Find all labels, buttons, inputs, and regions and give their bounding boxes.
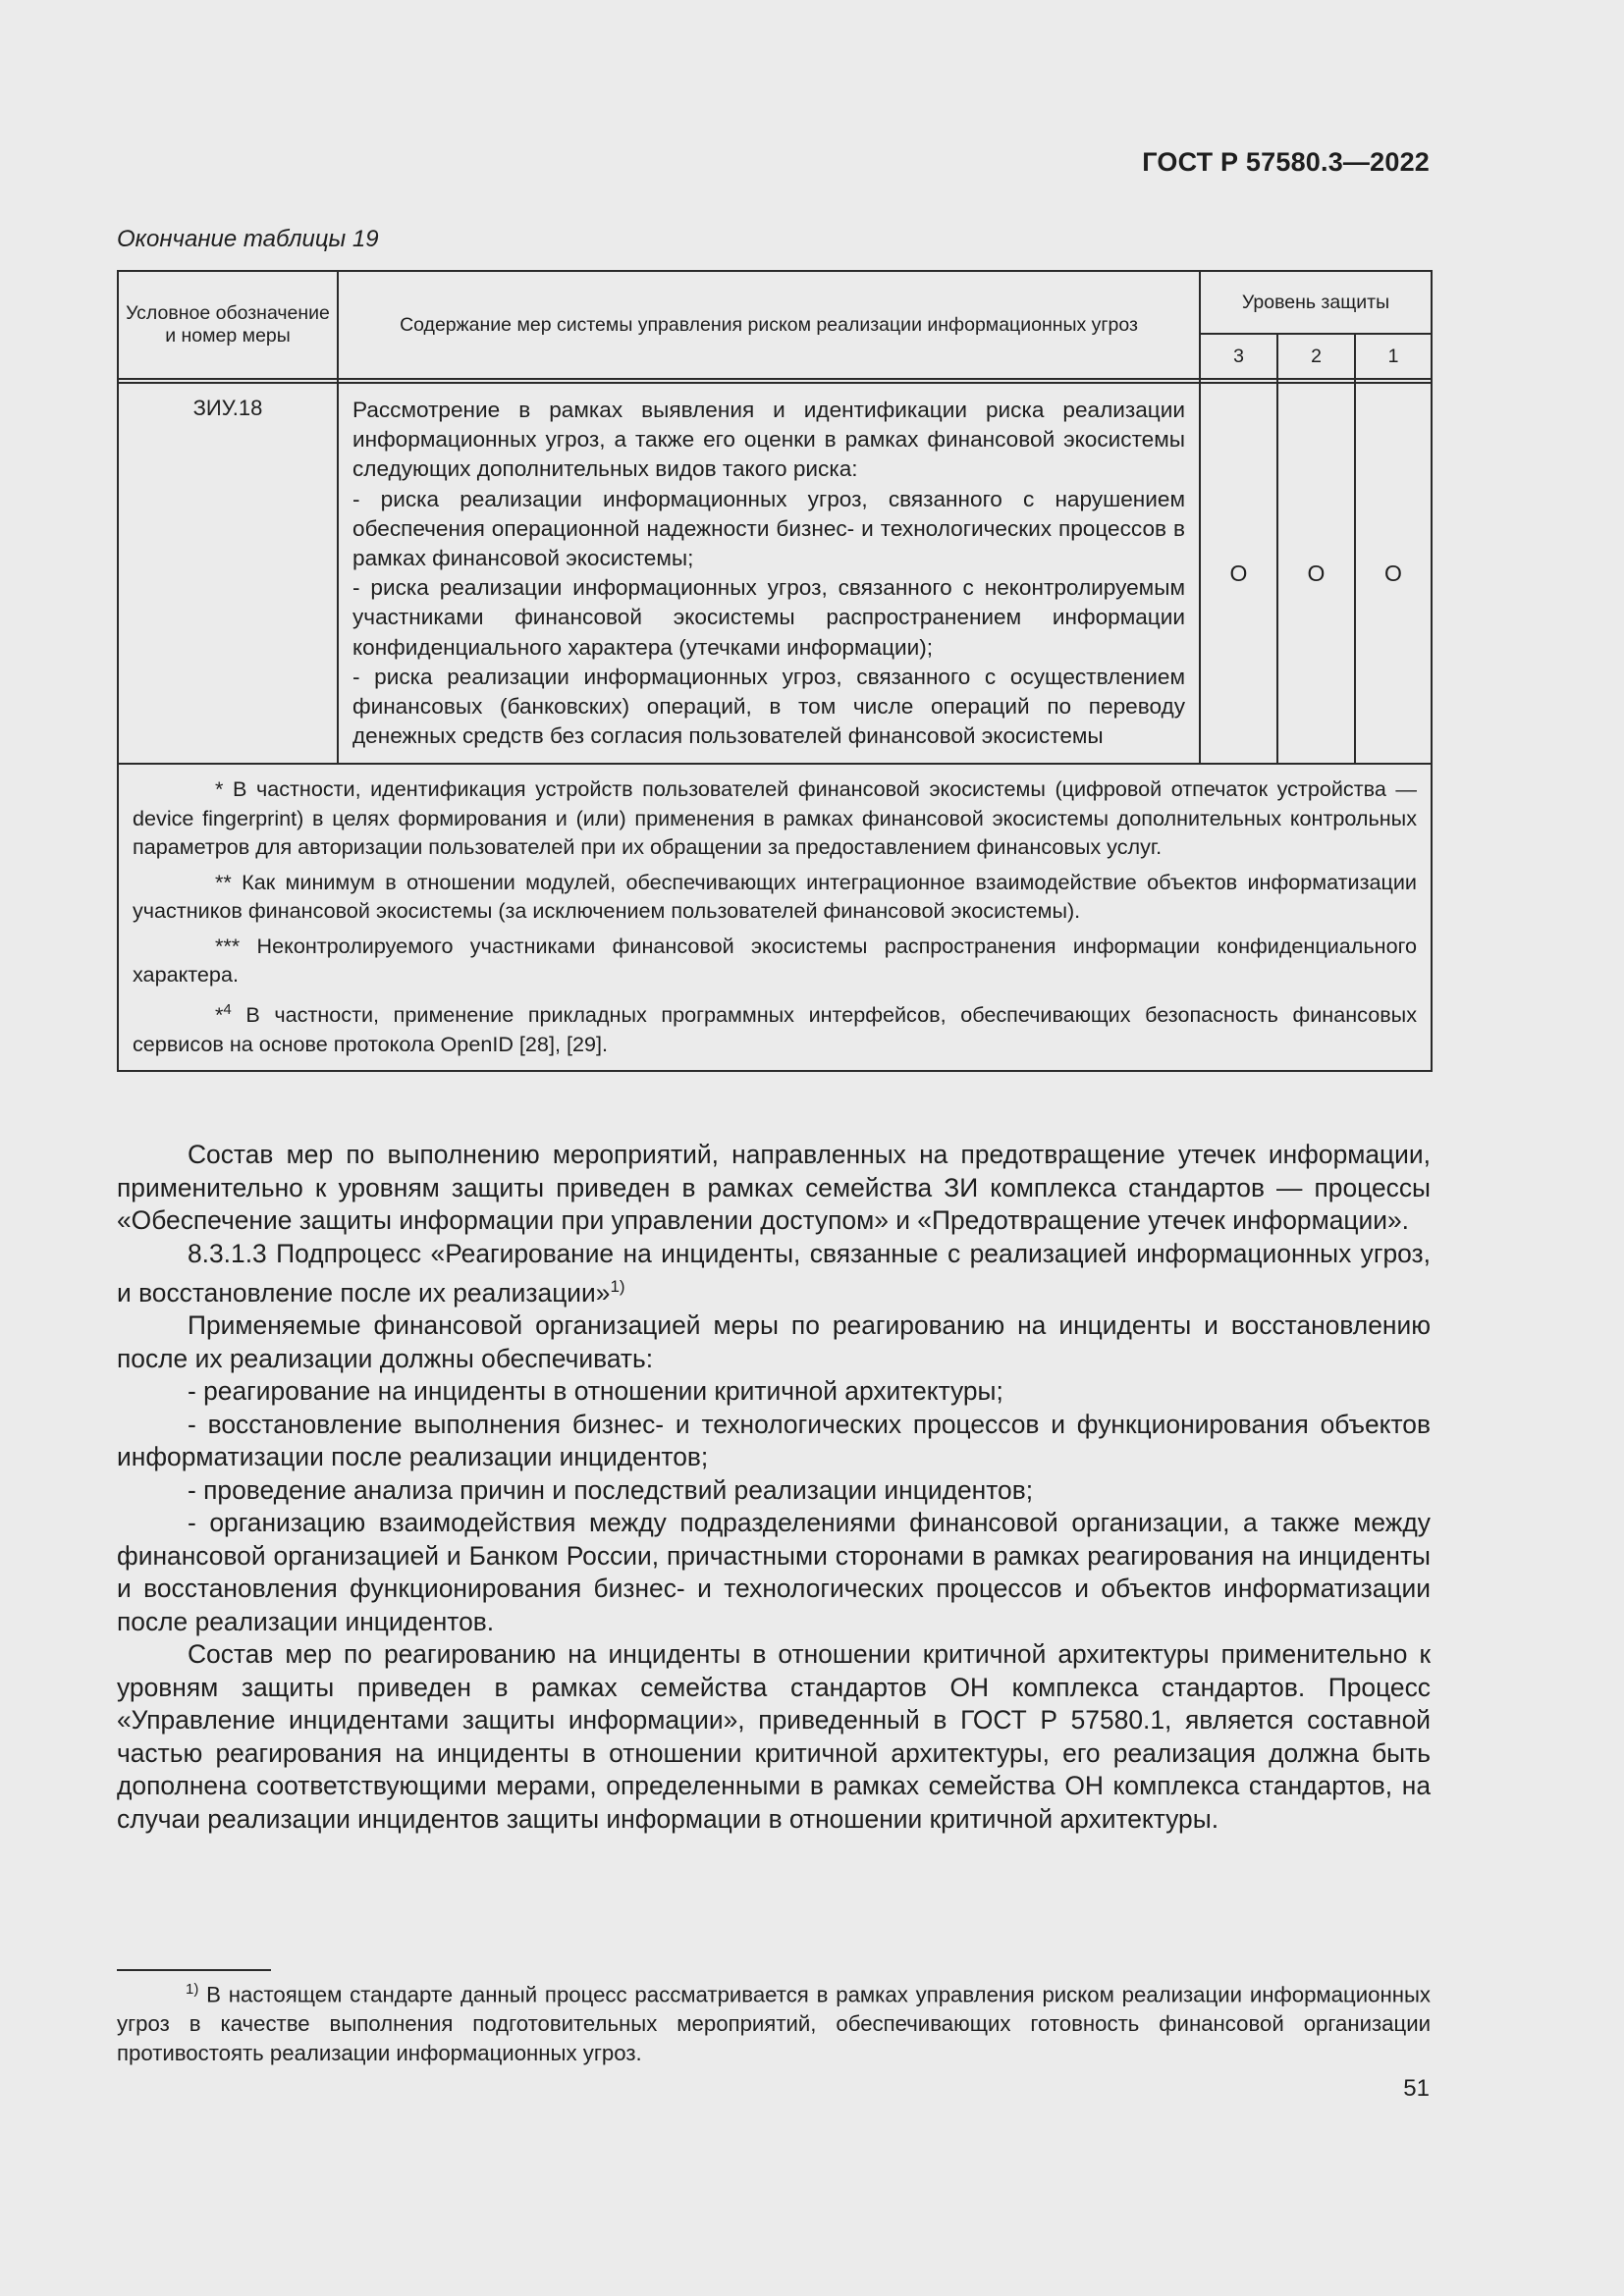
mark-level-3: О <box>1200 383 1277 764</box>
body-text <box>117 1139 1431 1836</box>
table-note: * В частности, идентификация устройств пользователей финансовой экосистемы (цифровой отпечаток устройства — device fingerprint) в целях формирования и (или) применения в рамках финансовой экосистемы дополнительных контрольных параметров для авторизации пользователей при их обращении за предоставлением финансовых услуг. <box>133 776 1417 860</box>
list-item: - реагирование на инциденты в отношении критичной архитектуры; <box>188 1376 1003 1407</box>
measure-line: Рассмотрение в рамках выявления и идентификации риска реализации информационных угроз, а также его оценки в рамках финансовой экосистемы следующих дополнительных видов такого риска: <box>352 398 1185 482</box>
header-level-3: 3 <box>1200 334 1277 379</box>
list-item: - организацию взаимодействия между подразделениями финансовой организации, а также между финансовой организацией и Банком России, причастными сторонами в рамках реагирования на инциденты и восстановления функционирования бизнес- и технологических процессов и объектов информатизации после реализации инцидентов. <box>117 1508 1431 1636</box>
table-notes-row <box>118 764 1432 1071</box>
measure-line: - риска реализации информационных угроз, связанного с нарушением обеспечения операционной надежности бизнес- и технологических процессов в рамках финансовой экосистемы; <box>352 486 1185 571</box>
table-note <box>133 995 1417 1058</box>
standard-code: ГОСТ Р 57580.3—2022 <box>1142 147 1430 177</box>
subsection-title: 8.3.1.3 Подпроцесс «Реагирование на инциденты, связанные с реализацией информационных угроз, и восстановление после их реализации» <box>117 1238 1431 1308</box>
mark-level-1: О <box>1355 383 1432 764</box>
note4-text: В частности, применение прикладных программных интерфейсов, обеспечивающих безопасность финансовых сервисов на основе протокола OpenID [28], [29]. <box>133 1002 1417 1056</box>
table-note: *** Неконтролируемого участниками финансовой экосистемы распространения информации конфиденциального характера. <box>133 933 1417 988</box>
measure-line: - риска реализации информационных угроз, связанного с осуществлением финансовых (банковских) операций, в том числе операций по переводу денежных средств без согласия пользователей финансовой экосистемы <box>352 664 1185 749</box>
paragraph: Состав мер по выполнению мероприятий, направленных на предотвращение утечек информации, применительно к уровням защиты приведен в рамках семейства ЗИ комплекса стандартов — процессы «Обеспечение защиты информации при управлении доступом» и «Предотвращение утечек информации». <box>117 1140 1431 1235</box>
note4-sup: 4 <box>223 1000 232 1018</box>
table-caption: Окончание таблицы 19 <box>117 226 379 252</box>
measure-line: - риска реализации информационных угроз, связанного с неконтролируемым участниками финансовой экосистемы распространением информации конфиденциального характера (утечками информации); <box>352 575 1185 660</box>
header-content: Содержание мер системы управления риском реализации информационных угроз <box>338 271 1200 379</box>
table-notes <box>118 764 1432 1071</box>
table-note: ** Как минимум в отношении модулей, обеспечивающих интеграционное взаимодействие объектов информатизации участников финансовой экосистемы (за исключением пользователей финансовой экосистемы). <box>133 869 1417 924</box>
footnote-divider <box>117 1969 271 1971</box>
mark-level-2: О <box>1277 383 1355 764</box>
header-level-1: 1 <box>1355 334 1432 379</box>
note4-prefix: * <box>215 1002 224 1028</box>
list-item: - восстановление выполнения бизнес- и технологических процессов и функционирования объектов информатизации после реализации инцидентов; <box>117 1409 1431 1472</box>
page-number: 51 <box>1403 2075 1430 2102</box>
measure-code: ЗИУ.18 <box>118 383 338 764</box>
table-header-row <box>118 271 1432 334</box>
footnote-ref[interactable]: 1) <box>610 1277 625 1296</box>
table-row <box>118 383 1432 764</box>
header-protection-level: Уровень защиты <box>1200 271 1432 334</box>
paragraph: Состав мер по реагированию на инциденты в отношении критичной архитектуры применительно к уровням защиты приведен в рамках семейства стандартов ОН комплекса стандартов. Процесс «Управление инцидентами защиты информации», приведенный в ГОСТ Р 57580.1, является составной частью реагирования на инциденты в отношении критичной архитектуры, его реализация должна быть дополнена соответствующими мерами, определенными в рамках семейства ОН комплекса стандартов, на случаи реализации инцидентов защиты информации в отношении критичной архитектуры. <box>117 1639 1431 1834</box>
measure-content <box>338 383 1200 764</box>
list-item: - проведение анализа причин и последствий реализации инцидентов; <box>188 1474 1034 1505</box>
footnote-marker: 1) <box>186 1981 199 1998</box>
header-level-2: 2 <box>1277 334 1355 379</box>
footnote-text: В настоящем стандарте данный процесс рассматривается в рамках управления риском реализации информационных угроз в качестве выполнения подготовительных мероприятий, обеспечивающих готовность финансовой организации противостоять реализации информационных угроз. <box>117 1982 1431 2066</box>
footnote <box>117 1975 1431 2068</box>
measures-table <box>117 270 1433 1072</box>
header-code: Условное обозначение и номер меры <box>118 271 338 379</box>
paragraph: Применяемые финансовой организацией меры по реагированию на инциденты и восстановлению после их реализации должны обеспечивать: <box>117 1310 1431 1373</box>
subsection-heading <box>117 1238 1431 1310</box>
